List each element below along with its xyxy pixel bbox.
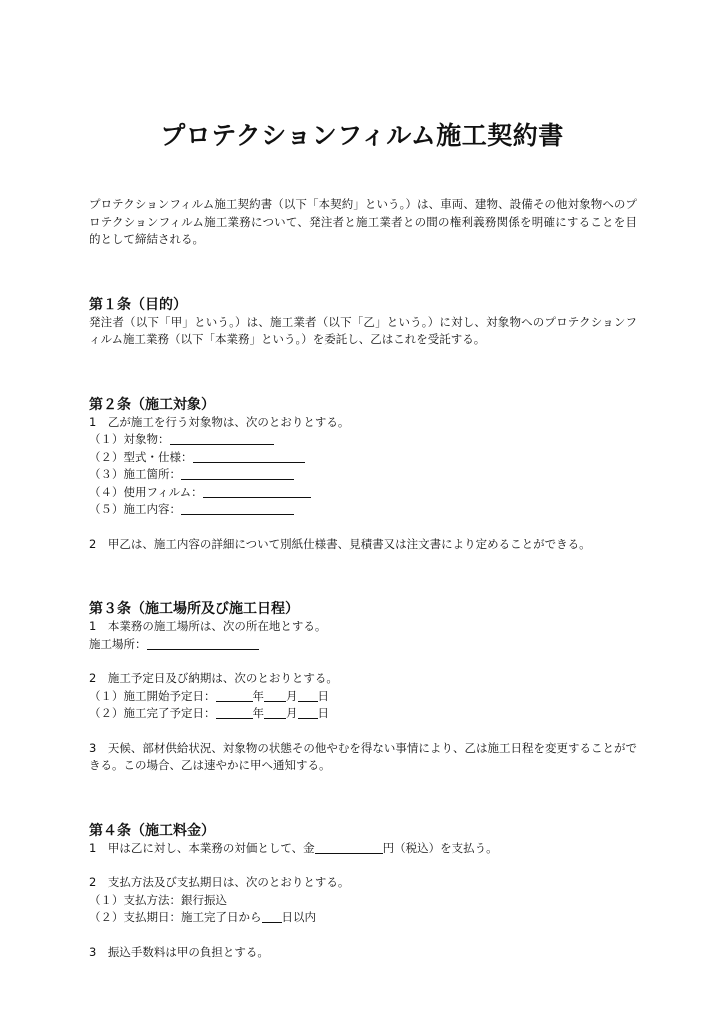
- item-label: （５）施工内容：: [89, 502, 181, 516]
- fill-in-blank: [203, 484, 311, 498]
- article-2: [89, 396, 637, 554]
- article-4-clause-2: 2 支払方法及び支払期日は、次のとおりとする。: [89, 875, 350, 889]
- construction-site-line: [89, 636, 637, 654]
- article-2-item-3: [89, 466, 637, 484]
- article-2-item-2: [89, 449, 637, 467]
- year-blank: [216, 688, 253, 702]
- year-unit: 年: [252, 688, 264, 703]
- item-label: （４）使用フィルム：: [89, 484, 203, 499]
- spacer: [89, 653, 637, 670]
- month-blank: [264, 688, 286, 702]
- article-3: [89, 600, 637, 775]
- article-4-clause-3: 3 振込手数料は甲の負担とする。: [89, 944, 269, 959]
- fill-in-blank: [147, 636, 259, 650]
- payment-due-before: （２）支払期日：施工完了日から: [89, 910, 262, 924]
- day-unit: 日: [317, 688, 329, 703]
- article-1-heading: 第１条（目的）: [89, 296, 187, 313]
- item-label: （１）対象物：: [89, 432, 170, 446]
- payment-due-line: [89, 909, 637, 927]
- day-blank: [298, 688, 318, 702]
- start-date-line: [89, 688, 637, 706]
- days-blank: [262, 909, 282, 923]
- article-2-heading: 第２条（施工対象）: [89, 396, 215, 413]
- fill-in-blank: [181, 501, 294, 515]
- article-2-clause-2: 2 甲乙は、施工内容の詳細について別紙仕様書、見積書又は注文書により定めることができる。: [89, 536, 591, 551]
- payment-method-line: （１）支払方法：銀行振込: [89, 892, 227, 907]
- year-unit: 年: [252, 706, 264, 720]
- article-1: [89, 296, 637, 349]
- document-title: プロテクションフィルム施工契約書: [160, 121, 564, 150]
- year-blank: [216, 705, 253, 719]
- day-unit: 日: [317, 706, 329, 720]
- article-4-clause-1: [89, 840, 637, 858]
- construction-site-label: 施工場所：: [89, 636, 147, 651]
- spacer: [89, 927, 637, 944]
- article-2-item-1: [89, 431, 637, 449]
- month-unit: 月: [286, 688, 298, 703]
- fee-text-before: 1 甲は乙に対し、本業務の対価として、金: [89, 840, 315, 855]
- fill-in-blank: [170, 431, 274, 445]
- article-1-text: 発注者（以下「甲」という。）は、施工業者（以下「乙」という。）に対し、対象物へのプロテクションフィルム施工業務（以下「本業務」という。）を委託し、乙はこれを受託する。: [89, 314, 637, 346]
- fill-in-blank: [181, 466, 294, 480]
- end-date-label: （２）施工完了予定日：: [89, 706, 216, 720]
- fill-in-blank: [193, 449, 305, 463]
- spacer: [89, 857, 637, 874]
- article-3-clause-3: 3 天候、部材供給状況、対象物の状態その他やむを得ない事情により、乙は施工日程を変更することができる。この場合、乙は速やかに甲へ通知する。: [89, 740, 637, 772]
- article-3-clause-2: 2 施工予定日及び納期は、次のとおりとする。: [89, 671, 338, 685]
- article-2-clause-1: 1 乙が施工を行う対象物は、次のとおりとする。: [89, 414, 350, 429]
- spacer: [89, 723, 637, 740]
- item-label: （２）型式・仕様：: [89, 449, 193, 464]
- preamble-paragraph: プロテクションフィルム施工契約書（以下「本契約」という。）は、車両、建物、設備その他対象物へのプロテクションフィルム施工業務について、発注者と施工業者との間の権利義務関係を明確にすることを目的として締結される。: [89, 197, 637, 246]
- day-blank: [298, 705, 318, 719]
- month-unit: 月: [286, 706, 298, 720]
- article-4-heading: 第４条（施工料金）: [89, 822, 215, 839]
- article-3-clause-1: 1 本業務の施工場所は、次の所在地とする。: [89, 619, 327, 633]
- article-2-item-5: [89, 501, 637, 519]
- document-body: [89, 196, 637, 961]
- payment-due-after: 日以内: [281, 910, 316, 924]
- start-date-label: （１）施工開始予定日：: [89, 688, 216, 703]
- month-blank: [264, 705, 286, 719]
- fee-text-after: 円（税込）を支払う。: [382, 840, 498, 855]
- article-2-item-4: [89, 484, 637, 502]
- spacer: [89, 519, 637, 536]
- item-label: （３）施工箇所：: [89, 467, 181, 481]
- end-date-line: [89, 705, 637, 723]
- article-3-heading: 第３条（施工場所及び施工日程）: [89, 601, 299, 617]
- fee-amount-blank: [315, 840, 383, 854]
- article-4: [89, 822, 637, 962]
